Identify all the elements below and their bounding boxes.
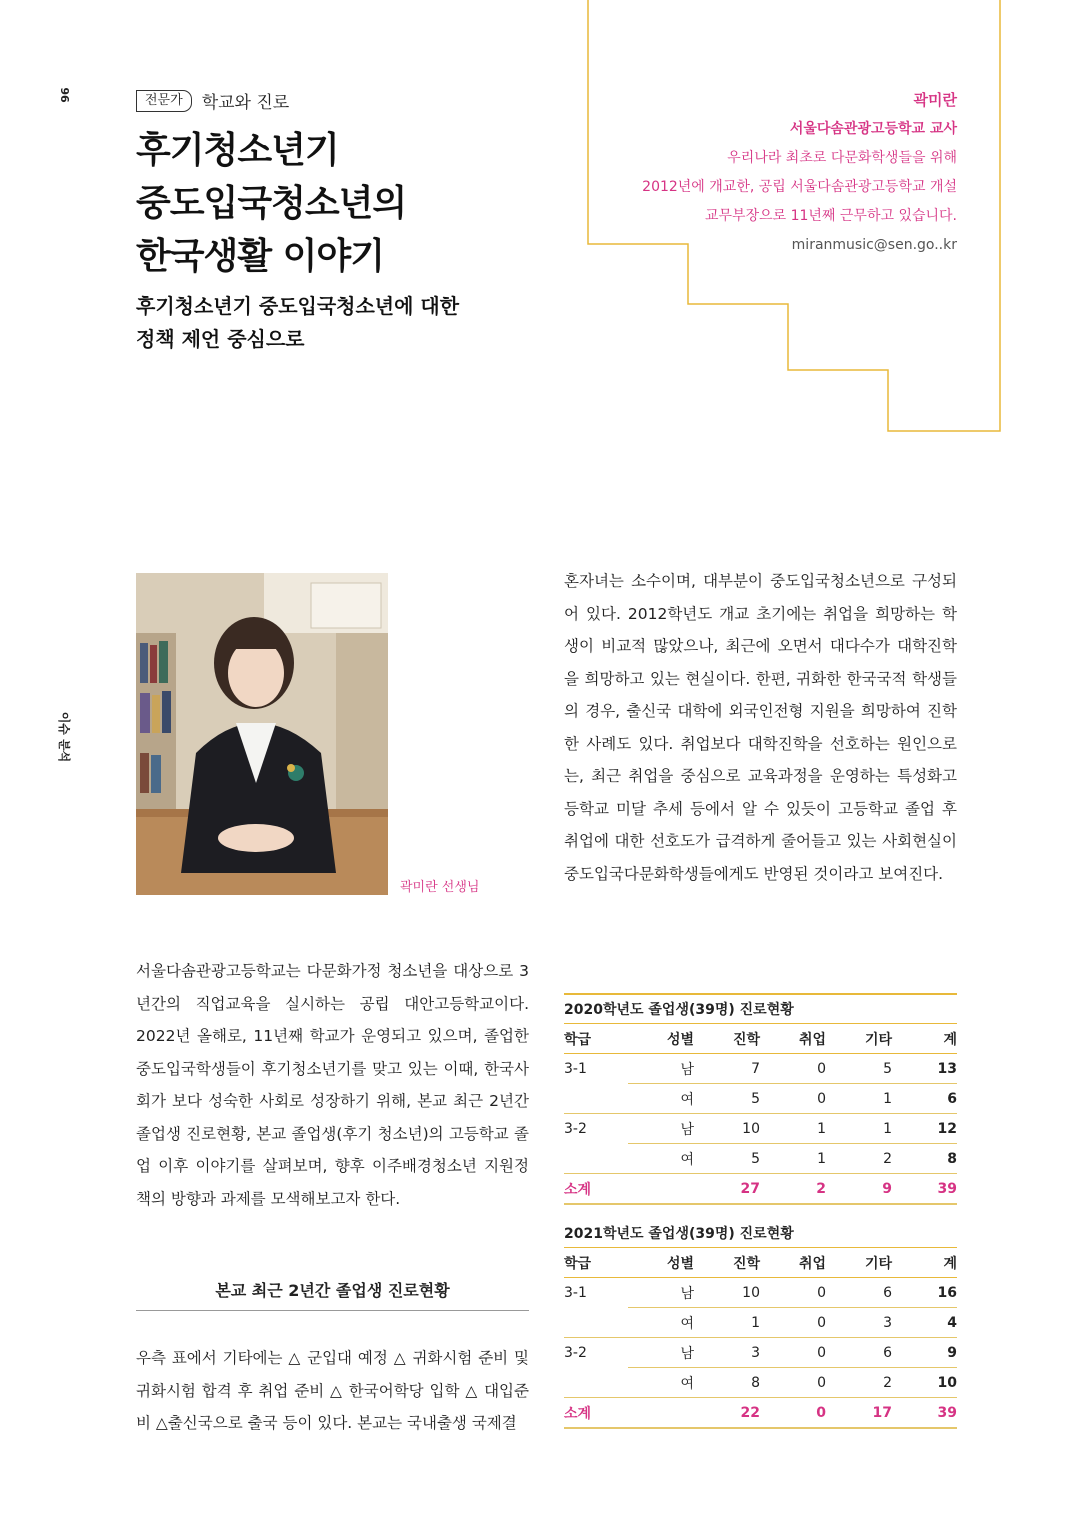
cell: 남 <box>628 1114 694 1144</box>
cell: 12 <box>892 1114 957 1144</box>
cell: 3-1 <box>564 1284 587 1301</box>
cell: 6 <box>826 1278 892 1308</box>
cell <box>564 1084 628 1114</box>
cell: 남 <box>628 1054 694 1084</box>
cell: 소계 <box>564 1174 628 1205</box>
subtotal-row <box>564 1398 957 1429</box>
table-title: 2020학년도 졸업생(39명) 진로현황 <box>564 993 957 1023</box>
career-table-2020 <box>564 993 957 1205</box>
cell: 1 <box>760 1144 826 1174</box>
cell: 10 <box>892 1368 957 1398</box>
cell: 1 <box>826 1084 892 1114</box>
cell: 0 <box>760 1084 826 1114</box>
title-line: 중도입국청소년의 <box>136 183 407 224</box>
cell: 5 <box>694 1084 760 1114</box>
author-photo <box>136 573 388 895</box>
header-cell: 진학 <box>694 1248 760 1278</box>
category-row <box>136 88 289 113</box>
cell: 2 <box>826 1368 892 1398</box>
cell: 27 <box>694 1174 760 1205</box>
author-bio-line: 우리나라 최초로 다문화학생들을 위해 <box>727 150 957 166</box>
cell: 5 <box>826 1054 892 1084</box>
header-cell: 학급 <box>564 1248 628 1278</box>
header-cell: 학급 <box>564 1024 628 1054</box>
table-header-row <box>564 1024 957 1054</box>
cell: 남 <box>628 1278 694 1308</box>
header-cell: 취업 <box>760 1248 826 1278</box>
cell: 9 <box>892 1338 957 1368</box>
category-badge: 전문가 <box>136 90 192 112</box>
header-cell: 계 <box>892 1248 957 1278</box>
subtitle-line: 정책 제언 중심으로 <box>136 327 305 351</box>
cell: 0 <box>760 1278 826 1308</box>
cell: 1 <box>826 1114 892 1144</box>
cell: 16 <box>892 1278 957 1308</box>
author-name: 곽미란 <box>913 91 957 109</box>
cell: 7 <box>694 1054 760 1084</box>
cell: 여 <box>628 1308 694 1338</box>
article-title <box>136 124 566 283</box>
body-paragraph: 혼자녀는 소수이며, 대부분이 중도입국청소년으로 구성되어 있다. 2012학년도 개교 초기에는 취업을 희망하는 학생이 비교적 많았으나, 최근에 오면서 대다수가 대학진학을 희망하고 있는 현실이다. 한편, 귀화한 한국국적 학생들의 경우, 출신국 대학에 외국인전형 지원을 희망하여 진학한 사례도 있다. 취업보다 대학진학을 선호하는 원인으로는, 최근 취업을 중심으로 교육과정을 운영하는 특성화고등학교 미달 추세 등에서 알 수 있듯이 고등학교 졸업 후 취업에 대한 선호도가 급격하게 줄어들고 있는 사회현실이 중도입국다문화학생들에게도 반영된 것이라고 보여진다. <box>564 572 957 883</box>
body-paragraph: 우측 표에서 기타에는 △ 군입대 예정 △ 귀화시험 준비 및 귀화시험 합격 후 취업 준비 △ 한국어학당 입학 △ 대입준비 △출신국으로 출국 등이 있다. 본교는 국내출생 국제결 <box>136 1349 529 1432</box>
article-subtitle <box>136 290 556 356</box>
cell: 3 <box>826 1308 892 1338</box>
header-cell: 기타 <box>826 1024 892 1054</box>
cell: 0 <box>760 1054 826 1084</box>
table-row <box>564 1054 957 1084</box>
cell: 2 <box>826 1144 892 1174</box>
cell: 남 <box>628 1338 694 1368</box>
table-row <box>564 1308 957 1338</box>
cell: 0 <box>760 1308 826 1338</box>
cell <box>564 1368 628 1398</box>
cell: 여 <box>628 1144 694 1174</box>
author-bio-line: 2012년에 개교한, 공립 서울다솜관광고등학교 개설 <box>642 179 957 195</box>
cell: 6 <box>892 1084 957 1114</box>
table-header-row <box>564 1248 957 1278</box>
cell: 여 <box>628 1368 694 1398</box>
table-row <box>564 1114 957 1144</box>
cell: 39 <box>892 1398 957 1429</box>
cell: 10 <box>694 1278 760 1308</box>
section-side-label: 이슈 분석 <box>57 711 71 763</box>
cell: 3-2 <box>564 1344 587 1361</box>
cell: 4 <box>892 1308 957 1338</box>
cell: 3-2 <box>564 1120 587 1137</box>
table-row <box>564 1144 957 1174</box>
photo-caption: 곽미란 선생님 <box>400 880 480 895</box>
section-heading: 본교 최근 2년간 졸업생 진로현황 <box>136 1278 529 1311</box>
author-email: miranmusic@sen.go..kr <box>791 237 957 253</box>
cell: 39 <box>892 1174 957 1205</box>
cell: 10 <box>694 1114 760 1144</box>
body-paragraph: 서울다솜관광고등학교는 다문화가정 청소년을 대상으로 3년간의 직업교육을 실시하는 공립 대안고등학교이다. 2022년 올해로, 11년째 학교가 운영되고 있으며, 졸업한 중도입국학생들이 후기청소년기를 맞고 있는 이때, 한국사회가 보다 성숙한 사회로 성장하기 위해, 본교 최근 2년간 졸업생 진로현황, 본교 졸업생(후기 청소년)의 고등학교 졸업 이후 이야기를 살펴보며, 향후 이주배경청소년 지원정책의 방향과 과제를 모색해보고자 한다. <box>136 962 529 1208</box>
table-row <box>564 1278 957 1308</box>
table-row <box>564 1338 957 1368</box>
cell: 여 <box>628 1084 694 1114</box>
cell: 0 <box>760 1338 826 1368</box>
header-cell: 성별 <box>628 1024 694 1054</box>
cell: 9 <box>826 1174 892 1205</box>
page-number: 96 <box>58 87 71 103</box>
author-info <box>642 86 957 260</box>
table-row <box>564 1368 957 1398</box>
author-bio-line: 교무부장으로 11년째 근무하고 있습니다. <box>705 208 957 224</box>
category-text: 학교와 진로 <box>201 93 290 113</box>
title-line: 한국생활 이야기 <box>136 236 384 277</box>
table-title: 2021학년도 졸업생(39명) 진로현황 <box>564 1226 794 1242</box>
subtitle-line: 후기청소년기 중도입국청소년에 대한 <box>136 294 460 318</box>
cell: 13 <box>892 1054 957 1084</box>
cell: 소계 <box>564 1398 628 1429</box>
cell: 3-1 <box>564 1060 587 1077</box>
cell: 8 <box>694 1368 760 1398</box>
cell: 5 <box>694 1144 760 1174</box>
career-table-2021 <box>564 1219 957 1429</box>
header-cell: 진학 <box>694 1024 760 1054</box>
header-cell: 계 <box>892 1024 957 1054</box>
header-cell: 성별 <box>628 1248 694 1278</box>
cell: 1 <box>760 1114 826 1144</box>
cell: 8 <box>892 1144 957 1174</box>
table-row <box>564 1084 957 1114</box>
cell <box>628 1398 694 1429</box>
header-cell: 기타 <box>826 1248 892 1278</box>
cell: 3 <box>694 1338 760 1368</box>
author-school: 서울다솜관광고등학교 교사 <box>789 121 957 137</box>
cell <box>628 1174 694 1205</box>
cell <box>564 1308 628 1338</box>
cell: 1 <box>694 1308 760 1338</box>
cell: 0 <box>760 1398 826 1429</box>
cell <box>564 1144 628 1174</box>
cell: 0 <box>760 1368 826 1398</box>
cell: 22 <box>694 1398 760 1429</box>
cell: 17 <box>826 1398 892 1429</box>
subtotal-row <box>564 1174 957 1205</box>
cell: 6 <box>826 1338 892 1368</box>
cell: 2 <box>760 1174 826 1205</box>
title-line: 후기청소년기 <box>136 130 339 171</box>
header-cell: 취업 <box>760 1024 826 1054</box>
